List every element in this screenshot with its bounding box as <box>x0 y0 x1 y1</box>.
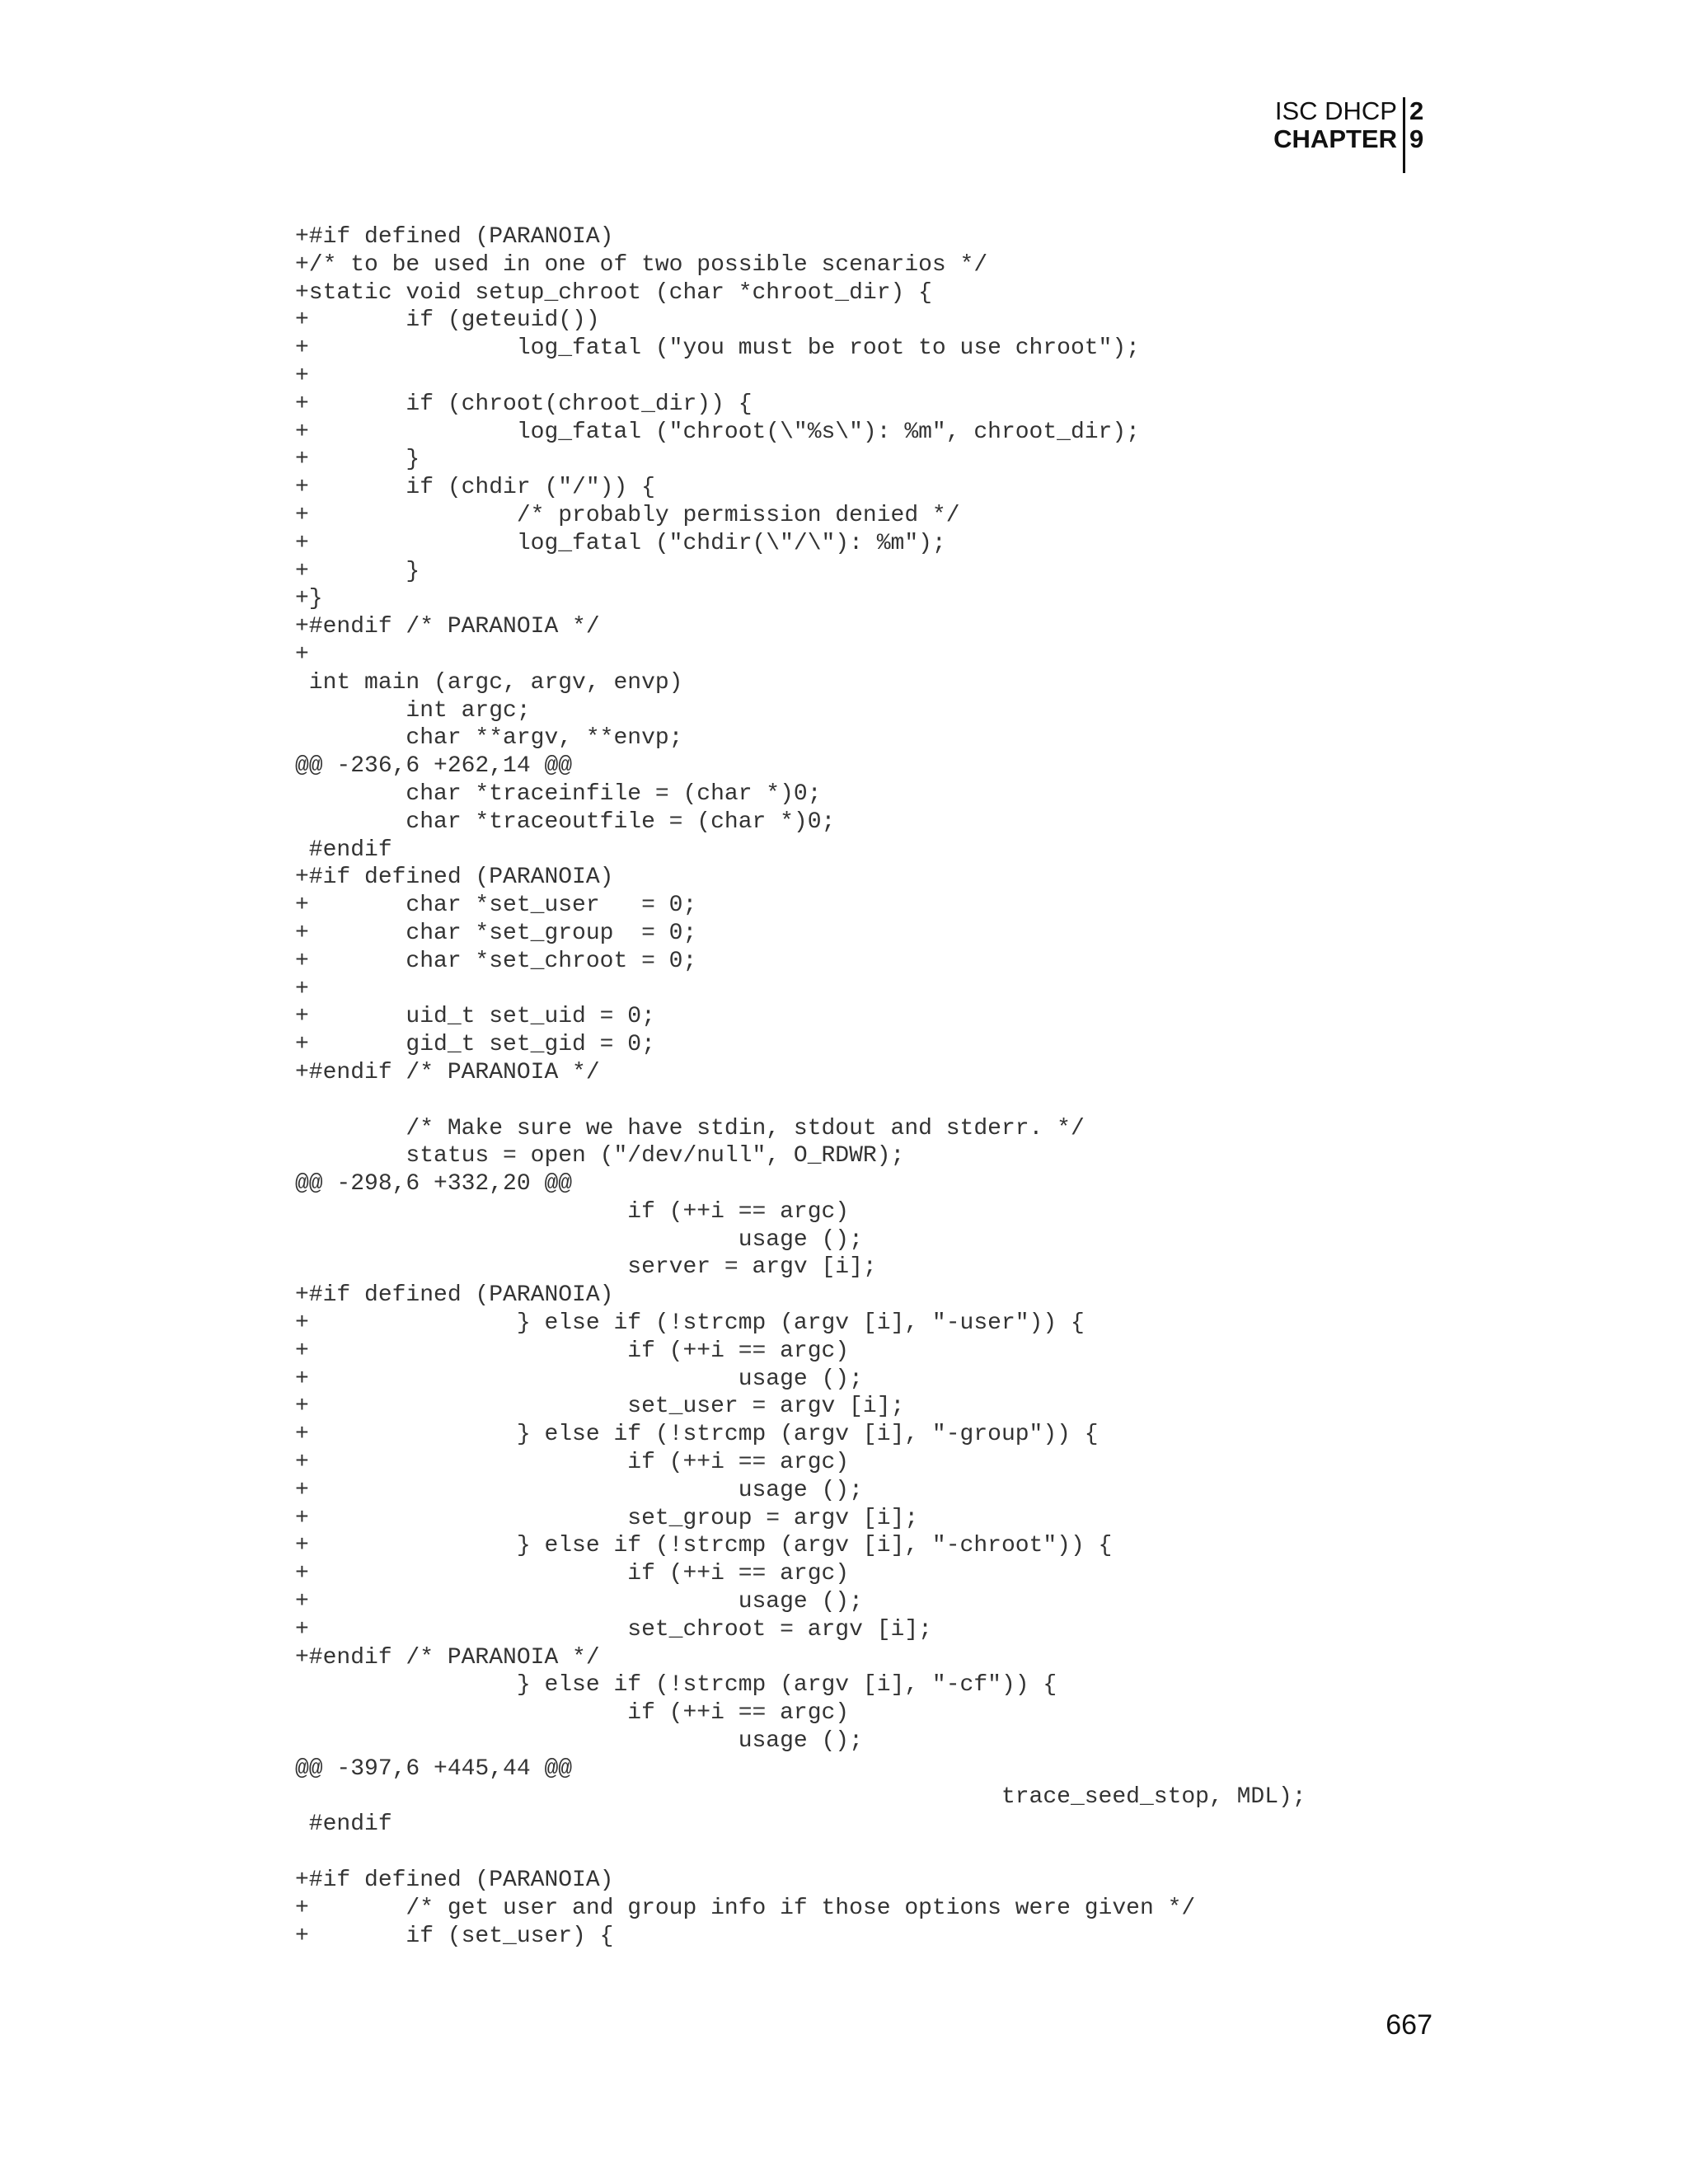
code-line: + log_fatal ("chroot(\"%s\"): %m", chroot_dir); <box>295 419 1140 445</box>
code-line: + log_fatal ("chdir(\"/\"): %m"); <box>295 530 946 556</box>
code-line <box>295 1839 1306 1867</box>
code-listing <box>295 223 1306 1950</box>
code-line: char *traceoutfile = (char *)0; <box>295 808 836 835</box>
code-line: if (++i == argc) <box>295 1198 850 1225</box>
code-line: @@ -236,6 +262,14 @@ <box>295 753 573 780</box>
chapter-number <box>1409 97 1426 153</box>
code-line: +} <box>295 586 323 612</box>
code-line: char **argv, **envp; <box>295 725 683 752</box>
code-line: char *traceinfile = (char *)0; <box>295 780 822 807</box>
page-number: 667 <box>1386 2009 1432 2041</box>
code-line: + } <box>295 558 420 584</box>
code-line: + if (++i == argc) <box>295 1338 850 1364</box>
code-line: @@ -298,6 +332,20 @@ <box>295 1171 573 1197</box>
header-divider <box>1403 97 1405 173</box>
code-line: + char *set_group = 0; <box>295 920 697 946</box>
code-line: + /* get user and group info if those options were given */ <box>295 1895 1196 1921</box>
code-line: +#if defined (PARANOIA) <box>295 224 614 250</box>
code-line: + <box>295 641 309 668</box>
chapter-number-digit1: 2 <box>1409 96 1424 125</box>
code-line <box>295 1087 1306 1115</box>
code-line: + char *set_chroot = 0; <box>295 948 697 974</box>
code-line: + } <box>295 447 420 473</box>
code-line: + log_fatal ("you must be root to use chroot"); <box>295 335 1140 362</box>
code-line: + uid_t set_uid = 0; <box>295 1004 655 1030</box>
code-line: + <box>295 363 309 389</box>
code-line: + usage (); <box>295 1477 863 1503</box>
header-title-line2: CHAPTER <box>1273 124 1397 153</box>
code-line: status = open ("/dev/null", O_RDWR); <box>295 1143 905 1169</box>
code-line: +#endif /* PARANOIA */ <box>295 614 600 640</box>
code-line: usage (); <box>295 1226 863 1253</box>
code-line: + usage (); <box>295 1366 863 1392</box>
code-line: server = argv [i]; <box>295 1254 877 1281</box>
code-line: } else if (!strcmp (argv [i], "-cf")) { <box>295 1672 1057 1699</box>
running-header <box>1154 97 1426 176</box>
code-line: /* Make sure we have stdin, stdout and stderr. */ <box>295 1115 1085 1141</box>
code-line: trace_seed_stop, MDL); <box>295 1783 1306 1810</box>
chapter-number-digit2: 9 <box>1409 124 1424 153</box>
header-title <box>1273 97 1397 153</box>
code-line: +#if defined (PARANOIA) <box>295 865 614 891</box>
code-line: #endif <box>295 837 392 863</box>
code-line: int argc; <box>295 697 531 724</box>
code-line: + gid_t set_gid = 0; <box>295 1032 655 1058</box>
code-line: #endif <box>295 1811 392 1838</box>
code-line: + if (chdir ("/")) { <box>295 475 655 501</box>
code-line: + } else if (!strcmp (argv [i], "-chroot")) { <box>295 1533 1113 1559</box>
code-line: +#endif /* PARANOIA */ <box>295 1644 600 1671</box>
header-title-line1: ISC DHCP <box>1274 96 1397 125</box>
code-line: +static void setup_chroot (char *chroot_dir) { <box>295 279 932 306</box>
code-line: + <box>295 976 309 1002</box>
code-line: +#endif /* PARANOIA */ <box>295 1059 600 1085</box>
code-line: + char *set_user = 0; <box>295 893 697 919</box>
code-line: + set_user = argv [i]; <box>295 1394 905 1420</box>
code-line: + } else if (!strcmp (argv [i], "-user")) { <box>295 1310 1085 1337</box>
code-line: +#if defined (PARANOIA) <box>295 1868 614 1894</box>
code-line: + } else if (!strcmp (argv [i], "-group")) { <box>295 1422 1099 1448</box>
code-line: + set_chroot = argv [i]; <box>295 1616 932 1643</box>
code-line: + if (geteuid()) <box>295 307 600 334</box>
code-line: int main (argc, argv, envp) <box>295 669 683 696</box>
code-line: + if (++i == argc) <box>295 1561 850 1587</box>
code-line: if (++i == argc) <box>295 1700 850 1727</box>
code-line: + /* probably permission denied */ <box>295 502 960 528</box>
code-line: + if (chroot(chroot_dir)) { <box>295 391 753 417</box>
code-line: +#if defined (PARANOIA) <box>295 1282 614 1309</box>
code-line: usage (); <box>295 1728 863 1755</box>
code-line: @@ -397,6 +445,44 @@ <box>295 1755 573 1782</box>
code-line: +/* to be used in one of two possible scenarios */ <box>295 251 988 278</box>
code-line: + set_group = argv [i]; <box>295 1505 919 1531</box>
code-line: + usage (); <box>295 1589 863 1615</box>
code-line: + if (set_user) { <box>295 1923 614 1949</box>
code-line: + if (++i == argc) <box>295 1450 850 1476</box>
